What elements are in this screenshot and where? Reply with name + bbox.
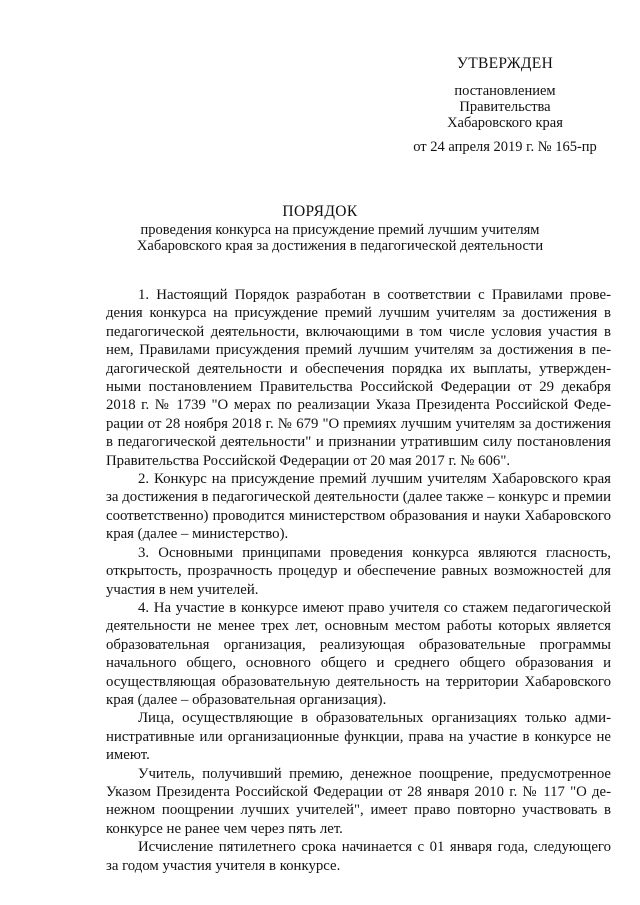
paragraph-7: Исчисление пятилетнего срока начинается с 01 января года, следующего за годом участия учителя в конкурсе. <box>106 839 611 874</box>
document-body <box>106 286 611 875</box>
paragraph-3: 3. Основными принципами проведения конкурса являются гласность, открытость, прозрачность процедур и обеспечение равных возможностей для участия в нем учителей. <box>106 544 611 598</box>
approval-title: УТВЕРЖДЕН <box>456 55 554 72</box>
paragraph-2: 2. Конкурс на присуждение премий лучшим учителям Хабаровского края за достижения в педагогической деятельности (далее также – конкурс и премии соответственно) проводится министерством образования и науки Хабаровского края (далее – министерство). <box>106 471 611 543</box>
paragraph-5: Лица, осуществляющие в образовательных организациях только административные или организационные функции, права на участие в конкурсе не имеют. <box>106 710 611 764</box>
document-title: ПОРЯДОК <box>282 203 358 220</box>
approval-line-2: Правительства <box>459 99 551 115</box>
approval-line-3: Хабаровского края <box>447 115 563 131</box>
document-subtitle <box>60 222 620 254</box>
subtitle-line-2: Хабаровского края за достижения в педагогической деятельности <box>136 238 544 254</box>
approval-date: от 24 апреля 2019 г. № 165-пр <box>413 139 597 155</box>
paragraph-6: Учитель, получивший премию, денежное поощрение, предусмотренное Указом Президента Российской Федерации от 28 января 2010 г. № 117 "О денежном поощрении лучших учителей", имеет право повторно участвовать в конкурсе не ранее чем через пять лет. <box>106 765 611 837</box>
subtitle-line-1: проведения конкурса на присуждение премий лучшим учителям <box>140 222 540 238</box>
paragraph-4: 4. На участие в конкурсе имеют право учителя со стажем педагогической деятельности не менее трех лет, основным местом работы которых является образовательная организация, реализующая образовательные программы начального общего, основного общего и среднего общего образования и осуществляющая образовательную деятельность на территории Хабаровского края (далее – образовательная организация). <box>106 599 611 708</box>
approval-line-1: постановлением <box>454 83 556 99</box>
approval-stamp <box>395 54 615 155</box>
paragraph-1: 1. Настоящий Порядок разработан в соответствии с Правилами проведения конкурса на присуждение премий лучшим учителям за достижения в педагогической деятельности, включающими в том числе условия участия в нем, Правилами присуждения премий лучшим учителям за достижения в педагогической деятельности и обеспечения порядка их выплаты, утвержденными постановлением Правительства Российской Федерации от 29 декабря 2018 г. № 1739 "О мерах по реализации Указа Президента Российской Федерации от 28 ноября 2018 г. № 679 "О премиях лучшим учителям за достижения в педагогической деятельности" и признании утратившим силу постановления Правительства Российской Федерации от 20 мая 2017 г. № 606". <box>106 287 611 469</box>
